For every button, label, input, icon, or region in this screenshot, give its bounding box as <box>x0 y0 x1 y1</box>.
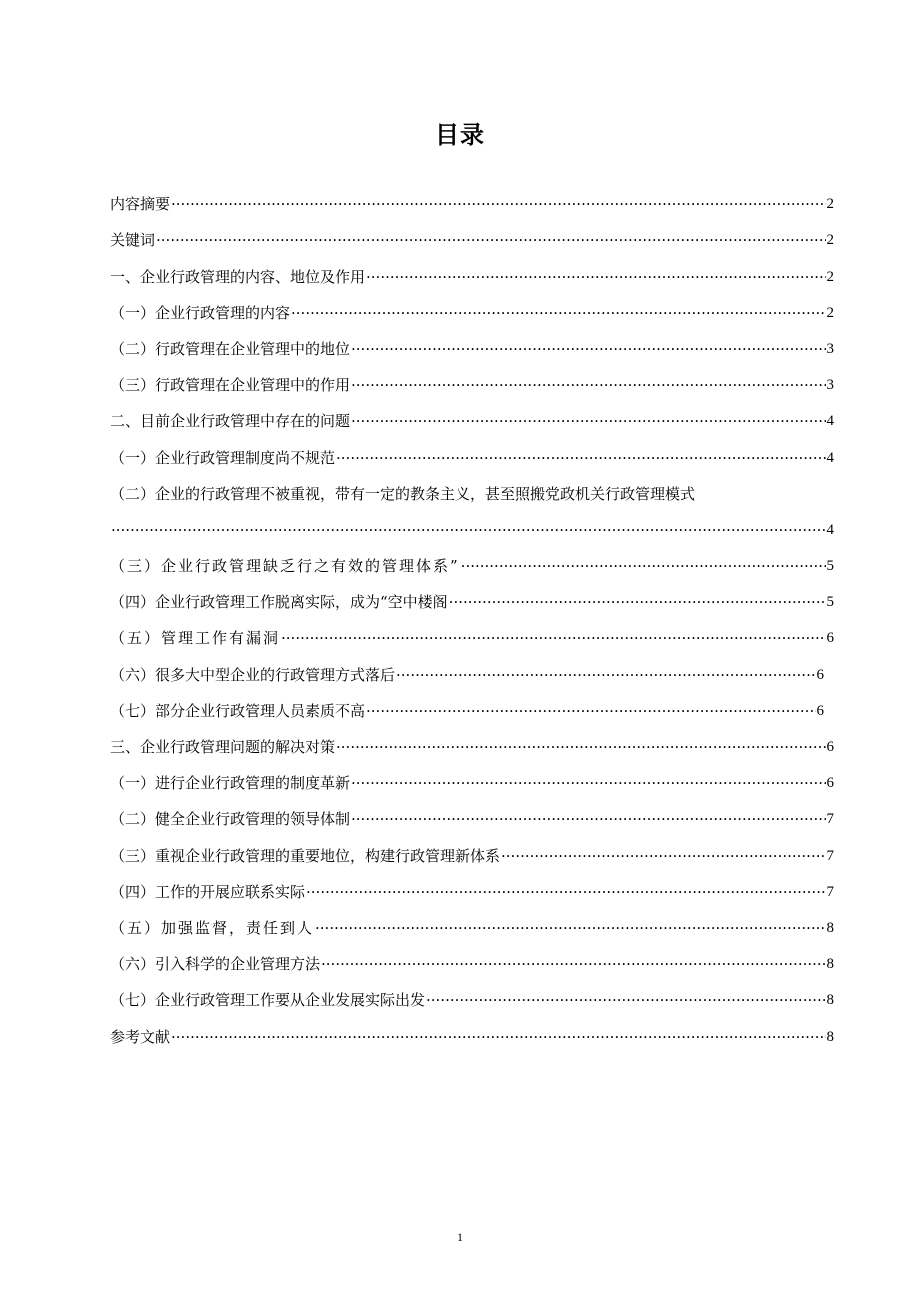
toc-entry-page: 8 <box>826 919 834 936</box>
toc-entry[interactable] <box>110 1010 834 1046</box>
toc-entry-page: 3 <box>826 377 834 394</box>
toc-entry-page: 2 <box>826 304 834 321</box>
toc-entry-page: 4 <box>826 521 834 538</box>
toc-entry-text: （三）行政管理在企业管理中的作用 <box>110 376 351 395</box>
toc-entry-page: 7 <box>826 883 834 900</box>
toc-dot-leader <box>396 665 815 685</box>
toc-dot-leader <box>291 303 825 323</box>
toc-entry[interactable] <box>110 540 834 576</box>
toc-entry-text: （六）很多大中型企业的行政管理方式落后 <box>110 665 396 684</box>
toc-dot-leader <box>281 628 825 648</box>
toc-entry[interactable] <box>110 866 834 902</box>
toc-entry-text: 二、目前企业行政管理中存在的问题 <box>110 412 351 431</box>
toc-dot-leader <box>351 411 825 431</box>
toc-entry[interactable] <box>110 612 834 648</box>
toc-entry-text: （五）管理工作有漏洞 <box>110 629 281 648</box>
toc-entry-text: （四）工作的开展应联系实际 <box>110 882 306 901</box>
toc-entry-page: 2 <box>826 232 834 249</box>
toc-entry-text: （四）企业行政管理工作脱离实际，成为“空中楼阁 <box>110 593 448 612</box>
toc-entry-text: （一）企业行政管理制度尚不规范 <box>110 448 336 467</box>
toc-entry[interactable] <box>110 902 834 938</box>
toc-entry-page: 6 <box>816 702 824 719</box>
toc-entry[interactable] <box>110 395 834 431</box>
toc-entry-page: 8 <box>826 1028 834 1045</box>
toc-dot-leader <box>366 267 825 287</box>
toc-entry[interactable] <box>110 757 834 793</box>
toc-entry-page: 2 <box>826 196 834 213</box>
toc-entry-page: 6 <box>826 630 834 647</box>
toc-dot-leader <box>171 1027 825 1047</box>
toc-dot-leader <box>306 882 825 902</box>
toc-dot-leader <box>366 701 815 721</box>
toc-entry-text: 内容摘要 <box>110 195 171 214</box>
toc-entry-text: （五）加强监督，责任到人 <box>110 918 315 937</box>
toc-entry[interactable] <box>110 938 834 974</box>
toc-dot-leader <box>461 556 826 576</box>
toc-entry[interactable] <box>110 685 824 721</box>
toc-entry-page: 7 <box>826 847 834 864</box>
toc-entry[interactable] <box>110 974 834 1010</box>
toc-title: 目录 <box>435 121 485 149</box>
toc-entry-page: 5 <box>826 594 834 611</box>
toc-dot-leader <box>171 194 825 214</box>
toc-entry-page: 7 <box>826 811 834 828</box>
toc-dot-leader <box>321 954 825 974</box>
toc-entry-text: （三）企业行政管理缺乏行之有效的管理体系” <box>110 557 460 576</box>
toc-dot-leader <box>111 520 826 540</box>
toc-entry-text: 三、企业行政管理问题的解决对策 <box>110 738 336 757</box>
toc-entry[interactable] <box>110 721 834 757</box>
toc-entry[interactable] <box>110 250 834 286</box>
toc-dot-leader <box>315 918 825 938</box>
toc-entry-text: （一）进行企业行政管理的制度革新 <box>110 774 351 793</box>
toc-dot-leader <box>501 846 825 866</box>
toc-entry-text: （二）健全企业行政管理的领导体制 <box>110 810 351 829</box>
toc-entry-text: （二）企业的行政管理不被重视，带有一定的教条主义，甚至照搬党政机关行政管理模式 <box>110 484 696 503</box>
toc-entry-page: 3 <box>826 340 834 357</box>
page-number: 1 <box>457 1230 463 1244</box>
toc-entry[interactable] <box>110 829 834 865</box>
toc-entry-page: 6 <box>816 666 824 683</box>
toc-entry-text: 关键词 <box>110 231 156 250</box>
toc-dot-leader <box>351 339 825 359</box>
toc-entry-text: 一、企业行政管理的内容、地位及作用 <box>110 267 366 286</box>
table-of-contents <box>110 178 834 1047</box>
toc-entry-page: 6 <box>826 775 834 792</box>
toc-entry-page: 4 <box>826 413 834 430</box>
toc-entry-text: 参考文献 <box>110 1027 171 1046</box>
toc-dot-leader <box>336 448 825 468</box>
toc-entry[interactable] <box>110 431 834 467</box>
toc-entry-page: 4 <box>826 449 834 466</box>
toc-entry-page: 6 <box>826 739 834 756</box>
toc-entry-text: （二）行政管理在企业管理中的地位 <box>110 339 351 358</box>
toc-entry-text: （六）引入科学的企业管理方法 <box>110 955 321 974</box>
toc-entry[interactable] <box>110 178 834 214</box>
toc-entry-text: （一）企业行政管理的内容 <box>110 303 291 322</box>
toc-dot-leader <box>156 230 825 250</box>
toc-dot-leader <box>426 990 825 1010</box>
toc-dot-leader <box>351 773 825 793</box>
toc-entry-page: 5 <box>826 558 834 575</box>
toc-entry-text: （七）企业行政管理工作要从企业发展实际出发 <box>110 991 426 1010</box>
toc-entry[interactable] <box>110 648 824 684</box>
toc-entry-text: （三）重视企业行政管理的重要地位，构建行政管理新体系 <box>110 846 501 865</box>
toc-dot-leader <box>351 809 825 829</box>
toc-entry[interactable] <box>110 359 834 395</box>
toc-entry[interactable] <box>110 323 834 359</box>
toc-entry-text: （七）部分企业行政管理人员素质不高 <box>110 701 366 720</box>
toc-dot-leader <box>351 375 825 395</box>
toc-dot-leader <box>336 737 825 757</box>
toc-entry-page: 8 <box>826 956 834 973</box>
toc-entry[interactable] <box>110 214 834 250</box>
toc-entry[interactable] <box>110 287 834 323</box>
toc-entry-page: 2 <box>826 268 834 285</box>
toc-entry[interactable] <box>110 793 834 829</box>
toc-entry-page: 8 <box>826 992 834 1009</box>
toc-dot-leader <box>449 592 826 612</box>
toc-entry[interactable] <box>110 468 834 540</box>
toc-entry[interactable] <box>110 576 834 612</box>
